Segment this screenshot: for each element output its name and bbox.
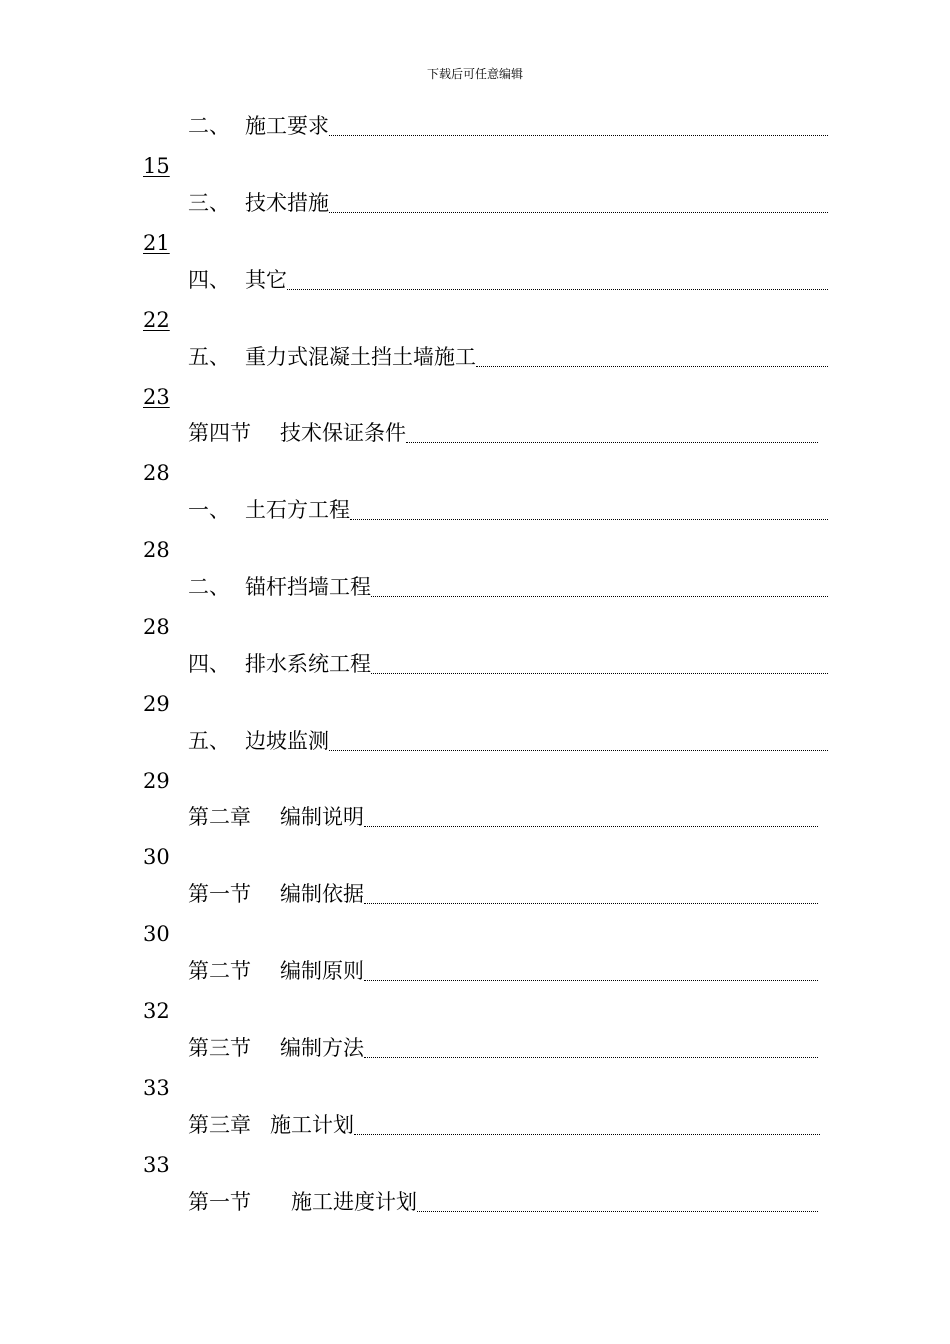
toc-entry-text: 编制原则: [280, 959, 364, 983]
toc-leader-dots: [350, 518, 828, 520]
toc-leader-dots: [364, 902, 818, 904]
toc-entry-title: [188, 419, 406, 449]
toc-entry-number: 第三节: [188, 1036, 251, 1060]
toc-leader-dots: [364, 825, 818, 827]
toc-entry-number: 四、: [188, 268, 230, 292]
toc-page-number: 28: [143, 615, 170, 639]
toc-entry[interactable]: [188, 110, 828, 142]
toc-entry-title: [188, 266, 287, 296]
toc-entry-title: [188, 957, 364, 987]
toc-entry-text: 施工计划: [270, 1113, 354, 1137]
toc-entry-text: 技术保证条件: [280, 421, 406, 445]
toc-entry-number: 二、: [188, 575, 230, 599]
toc-page-number: 28: [143, 538, 170, 562]
toc-page-number: 32: [143, 999, 170, 1023]
toc-entry-text: 边坡监测: [245, 729, 329, 753]
toc-entry-title: [188, 880, 364, 910]
toc-entry-number: 二、: [188, 114, 230, 138]
toc-entry[interactable]: [188, 571, 828, 603]
toc-page-number: 30: [143, 922, 170, 946]
toc-leader-dots: [329, 211, 828, 213]
toc-page-number: 22: [143, 308, 170, 332]
toc-entry[interactable]: [188, 725, 828, 757]
toc-entry-title: [188, 112, 329, 142]
toc-entry-text: 编制依据: [280, 882, 364, 906]
toc-leader-dots: [406, 441, 818, 443]
toc-leader-dots: [371, 672, 828, 674]
toc-entry[interactable]: [188, 878, 818, 910]
toc-leader-dots: [417, 1210, 818, 1212]
toc-page-number: 30: [143, 845, 170, 869]
toc-page-number: 28: [143, 461, 170, 485]
toc-leader-dots: [371, 595, 828, 597]
toc-entry-number: 第二章: [188, 805, 251, 829]
toc-entry[interactable]: [188, 417, 818, 449]
toc-entry-title: [188, 343, 476, 373]
toc-entry-title: [188, 1111, 354, 1141]
toc-entry-text: 施工要求: [245, 114, 329, 138]
toc-entry-number: 五、: [188, 729, 230, 753]
toc-entry[interactable]: [188, 801, 818, 833]
toc-entry-number: 第三章: [188, 1113, 251, 1137]
toc-page-number: 33: [143, 1153, 170, 1177]
toc-page-number: 29: [143, 692, 170, 716]
toc-entry-text: 重力式混凝土挡土墙施工: [245, 345, 476, 369]
toc-entry-text: 编制说明: [280, 805, 364, 829]
toc-entry-text: 其它: [245, 268, 287, 292]
toc-entry-title: [188, 496, 350, 526]
toc-entry[interactable]: [188, 1186, 818, 1218]
toc-entry-text: 施工进度计划: [291, 1190, 417, 1214]
toc-entry-number: 第一节: [188, 1190, 251, 1214]
toc-entry-title: [188, 1188, 417, 1218]
toc-entry-number: 第一节: [188, 882, 251, 906]
toc-page-number: 15: [143, 154, 170, 178]
toc-leader-dots: [364, 1056, 818, 1058]
toc-entry[interactable]: [188, 1109, 820, 1141]
toc-entry-title: [188, 189, 329, 219]
toc-entry-text: 技术措施: [245, 191, 329, 215]
toc-entry[interactable]: [188, 187, 828, 219]
toc-entry-text: 锚杆挡墙工程: [245, 575, 371, 599]
toc-leader-dots: [364, 979, 818, 981]
toc-entry-title: [188, 1034, 364, 1064]
toc-entry-title: [188, 650, 371, 680]
page-header: 下载后可任意编辑: [426, 67, 523, 81]
toc-entry[interactable]: [188, 648, 828, 680]
toc-entry-number: 五、: [188, 345, 230, 369]
toc-leader-dots: [476, 365, 828, 367]
toc-entry-title: [188, 803, 364, 833]
toc-entry-number: 第二节: [188, 959, 251, 983]
toc-leader-dots: [354, 1133, 820, 1135]
toc-entry-text: 排水系统工程: [245, 652, 371, 676]
toc-page-number: 23: [143, 385, 170, 409]
toc-entry-title: [188, 727, 329, 757]
toc-entry[interactable]: [188, 1032, 818, 1064]
toc-entry[interactable]: [188, 264, 828, 296]
toc-entry[interactable]: [188, 341, 828, 373]
toc-entry-number: 第四节: [188, 421, 251, 445]
toc-entry-title: [188, 573, 371, 603]
toc-page-number: 21: [143, 231, 170, 255]
toc-entry-number: 三、: [188, 191, 230, 215]
toc-entry[interactable]: [188, 494, 828, 526]
toc-leader-dots: [329, 749, 828, 751]
toc-entry[interactable]: [188, 955, 818, 987]
toc-page-number: 29: [143, 769, 170, 793]
toc-leader-dots: [329, 134, 828, 136]
toc-entry-number: 四、: [188, 652, 230, 676]
toc-entry-text: 编制方法: [280, 1036, 364, 1060]
toc-page-number: 33: [143, 1076, 170, 1100]
toc-entry-text: 土石方工程: [245, 498, 350, 522]
toc-entry-number: 一、: [188, 498, 230, 522]
toc-leader-dots: [287, 288, 828, 290]
